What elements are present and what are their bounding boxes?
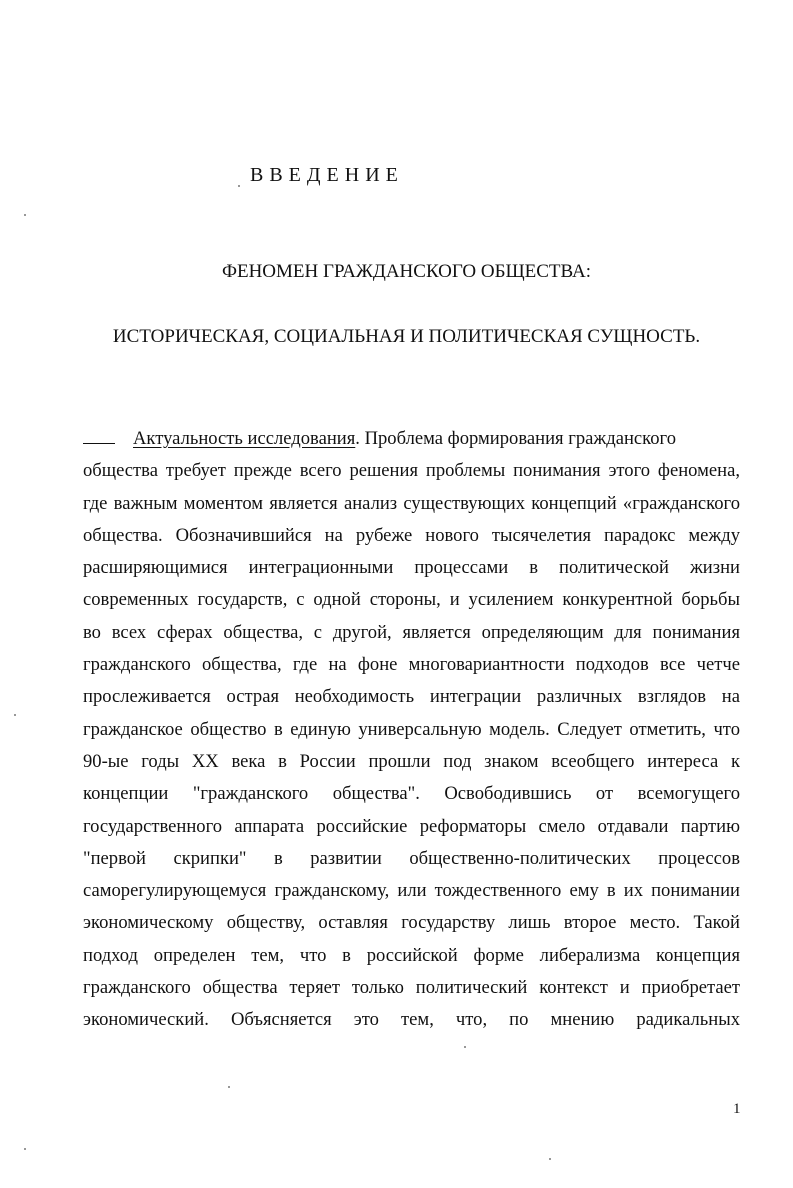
- paragraph-line: экономический. Объясняется это тем, что, по мнению радикальных: [83, 1009, 740, 1031]
- scan-speck: [228, 1086, 230, 1088]
- scan-speck: [464, 1046, 466, 1048]
- scan-speck: [24, 1148, 26, 1150]
- paragraph-line: экономическому обществу, оставляя государству лишь второе место. Такой: [83, 912, 740, 934]
- paragraph-line: "первой скрипки" в развитии общественно-политических процессов: [83, 847, 740, 869]
- paragraph-line: общества. Обозначившийся на рубеже нового тысячелетия парадокс между: [83, 524, 740, 546]
- paragraph-line: [83, 423, 740, 455]
- section-heading: ВВЕДЕНИЕ: [250, 164, 404, 186]
- scan-speck: [24, 214, 26, 216]
- paragraph-line: подход определен тем, что в российской форме либерализма концепция: [83, 944, 740, 966]
- paragraph-line: современных государств, с одной стороны, и усилением конкурентной борьбы: [83, 589, 740, 611]
- lead-rest: . Проблема формирования гражданского: [355, 428, 677, 449]
- paragraph-line: во всех сферах общества, с другой, является определяющим для понимания: [83, 621, 740, 643]
- paragraph-line: государственного аппарата российские реформаторы смело отдавали партию: [83, 815, 740, 837]
- paragraph-line: общества требует прежде всего решения проблемы понимания этого феномена,: [83, 460, 740, 482]
- chapter-title-line-1: ФЕНОМЕН ГРАЖДАНСКОГО ОБЩЕСТВА:: [221, 261, 592, 282]
- lead-term: Актуальность исследования: [133, 428, 356, 449]
- paragraph-line: гражданского общества, где на фоне многовариантности подходов все четче: [83, 654, 740, 676]
- paragraph-line: гражданского общества теряет только политический контекст и приобретает: [83, 977, 740, 999]
- scan-speck: [14, 714, 16, 716]
- paragraph-line: расширяющимися интеграционными процессами в политической жизни: [83, 557, 740, 579]
- page-number: 1: [733, 1101, 741, 1117]
- paragraph-line: саморегулирующемуся гражданскому, или тождественного ему в их понимании: [83, 880, 740, 902]
- paragraph-line: 90-ые годы XX века в России прошли под знаком всеобщего интереса к: [83, 750, 740, 772]
- scan-speck: [238, 185, 240, 187]
- paragraph-line: концепции "гражданского общества". Освободившись от всемогущего: [83, 783, 740, 805]
- scan-speck: [549, 1158, 551, 1160]
- paragraph-line: гражданское общество в единую универсальную модель. Следует отметить, что: [83, 718, 740, 740]
- intro-paragraph: [83, 423, 740, 1037]
- indent-underline: [83, 427, 115, 444]
- chapter-title-line-2: ИСТОРИЧЕСКАЯ, СОЦИАЛЬНАЯ И ПОЛИТИЧЕСКАЯ СУЩНОСТЬ.: [112, 326, 701, 347]
- paragraph-line: прослеживается острая необходимость интеграции различных взглядов на: [83, 686, 740, 708]
- paragraph-line: где важным моментом является анализ существующих концепций «гражданского: [83, 492, 740, 514]
